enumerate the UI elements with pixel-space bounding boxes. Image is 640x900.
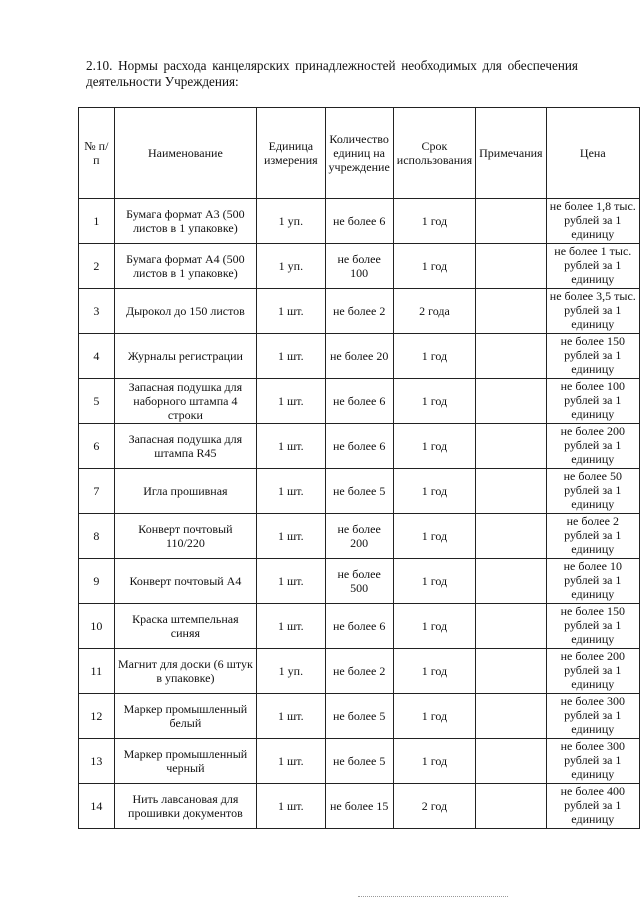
- cell-unit: 1 шт.: [257, 694, 325, 739]
- cell-term: 2 года: [393, 289, 475, 334]
- cell-name: Маркер промышленный черный: [114, 739, 257, 784]
- cell-price: не более 1 тыс. рублей за 1 единицу: [546, 244, 639, 289]
- cell-name: Маркер промышленный белый: [114, 694, 257, 739]
- cell-quantity: не более 5: [325, 739, 393, 784]
- table-row: [79, 649, 640, 694]
- header-name: Наименование: [114, 108, 257, 199]
- cell-quantity: не более 200: [325, 514, 393, 559]
- table-row: [79, 379, 640, 424]
- cell-number: 13: [79, 739, 115, 784]
- cell-price: не более 150 рублей за 1 единицу: [546, 604, 639, 649]
- cell-price: не более 1,8 тыс. рублей за 1 единицу: [546, 199, 639, 244]
- table-row: [79, 244, 640, 289]
- cell-unit: 1 шт.: [257, 514, 325, 559]
- table-row: [79, 739, 640, 784]
- cell-quantity: не более 5: [325, 694, 393, 739]
- cell-name: Краска штемпельная синяя: [114, 604, 257, 649]
- header-term: Срок использования: [393, 108, 475, 199]
- cell-unit: 1 уп.: [257, 649, 325, 694]
- cell-name: Журналы регистрации: [114, 334, 257, 379]
- cell-quantity: не более 500: [325, 559, 393, 604]
- header-unit: Единица измерения: [257, 108, 325, 199]
- cell-price: не более 200 рублей за 1 единицу: [546, 649, 639, 694]
- cell-unit: 1 шт.: [257, 289, 325, 334]
- cell-unit: 1 уп.: [257, 199, 325, 244]
- cell-number: 6: [79, 424, 115, 469]
- cell-notes: [476, 199, 546, 244]
- cell-unit: 1 шт.: [257, 334, 325, 379]
- cell-term: 1 год: [393, 559, 475, 604]
- cell-quantity: не более 6: [325, 379, 393, 424]
- cell-notes: [476, 649, 546, 694]
- cell-name: Игла прошивная: [114, 469, 257, 514]
- cell-name: Конверт почтовый 110/220: [114, 514, 257, 559]
- cell-notes: [476, 694, 546, 739]
- cell-term: 1 год: [393, 694, 475, 739]
- cell-quantity: не более 2: [325, 649, 393, 694]
- cell-term: 1 год: [393, 199, 475, 244]
- cell-number: 7: [79, 469, 115, 514]
- cell-name: Дырокол до 150 листов: [114, 289, 257, 334]
- cell-number: 5: [79, 379, 115, 424]
- cell-number: 3: [79, 289, 115, 334]
- cell-notes: [476, 334, 546, 379]
- cell-unit: 1 шт.: [257, 379, 325, 424]
- cell-term: 2 год: [393, 784, 475, 829]
- cell-notes: [476, 784, 546, 829]
- cell-price: не более 3,5 тыс. рублей за 1 единицу: [546, 289, 639, 334]
- cell-number: 12: [79, 694, 115, 739]
- cell-price: не более 10 рублей за 1 единицу: [546, 559, 639, 604]
- cell-term: 1 год: [393, 514, 475, 559]
- table-row: [79, 289, 640, 334]
- cell-price: не более 200 рублей за 1 единицу: [546, 424, 639, 469]
- header-notes: Примечания: [476, 108, 546, 199]
- cell-unit: 1 шт.: [257, 559, 325, 604]
- cell-notes: [476, 424, 546, 469]
- table-row: [79, 199, 640, 244]
- cell-term: 1 год: [393, 424, 475, 469]
- cell-price: не более 300 рублей за 1 единицу: [546, 739, 639, 784]
- cell-term: 1 год: [393, 469, 475, 514]
- cell-number: 11: [79, 649, 115, 694]
- cell-term: 1 год: [393, 604, 475, 649]
- cell-name: Конверт почтовый А4: [114, 559, 257, 604]
- cell-name: Бумага формат А4 (500 листов в 1 упаковке): [114, 244, 257, 289]
- table-row: [79, 694, 640, 739]
- cell-name: Запасная подушка для наборного штампа 4 строки: [114, 379, 257, 424]
- cell-price: не более 100 рублей за 1 единицу: [546, 379, 639, 424]
- cell-price: не более 300 рублей за 1 единицу: [546, 694, 639, 739]
- cell-quantity: не более 2: [325, 289, 393, 334]
- cell-term: 1 год: [393, 739, 475, 784]
- cell-number: 10: [79, 604, 115, 649]
- cell-quantity: не более 6: [325, 199, 393, 244]
- cell-name: Нить лавсановая для прошивки документов: [114, 784, 257, 829]
- cell-notes: [476, 469, 546, 514]
- supplies-norms-table: [78, 107, 640, 829]
- table-row: [79, 424, 640, 469]
- cell-price: не более 2 рублей за 1 единицу: [546, 514, 639, 559]
- cell-number: 1: [79, 199, 115, 244]
- cell-name: Запасная подушка для штампа R45: [114, 424, 257, 469]
- cell-term: 1 год: [393, 379, 475, 424]
- table-row: [79, 514, 640, 559]
- cell-price: не более 150 рублей за 1 единицу: [546, 334, 639, 379]
- cell-term: 1 год: [393, 244, 475, 289]
- cell-unit: 1 уп.: [257, 244, 325, 289]
- cell-unit: 1 шт.: [257, 424, 325, 469]
- cell-quantity: не более 6: [325, 604, 393, 649]
- cell-quantity: не более 100: [325, 244, 393, 289]
- header-number: № п/п: [79, 108, 115, 199]
- header-quantity: Количество единиц на учреждение: [325, 108, 393, 199]
- page-edge-mark: [358, 896, 508, 898]
- cell-number: 2: [79, 244, 115, 289]
- table-row: [79, 604, 640, 649]
- header-price: Цена: [546, 108, 639, 199]
- cell-number: 4: [79, 334, 115, 379]
- table-row: [79, 334, 640, 379]
- table-header-row: [79, 108, 640, 199]
- cell-price: не более 400 рублей за 1 единицу: [546, 784, 639, 829]
- cell-quantity: не более 20: [325, 334, 393, 379]
- cell-notes: [476, 244, 546, 289]
- cell-quantity: не более 5: [325, 469, 393, 514]
- cell-number: 14: [79, 784, 115, 829]
- cell-unit: 1 шт.: [257, 604, 325, 649]
- cell-quantity: не более 6: [325, 424, 393, 469]
- table-row: [79, 559, 640, 604]
- cell-term: 1 год: [393, 649, 475, 694]
- cell-quantity: не более 15: [325, 784, 393, 829]
- cell-notes: [476, 739, 546, 784]
- table-row: [79, 469, 640, 514]
- section-heading: 2.10. Нормы расхода канцелярских принадлежностей необходимых для обеспечения деятельности Учреждения:: [86, 58, 578, 89]
- cell-notes: [476, 289, 546, 334]
- cell-notes: [476, 604, 546, 649]
- cell-term: 1 год: [393, 334, 475, 379]
- cell-notes: [476, 514, 546, 559]
- cell-price: не более 50 рублей за 1 единицу: [546, 469, 639, 514]
- cell-name: Магнит для доски (6 штук в упаковке): [114, 649, 257, 694]
- cell-unit: 1 шт.: [257, 784, 325, 829]
- cell-name: Бумага формат А3 (500 листов в 1 упаковке): [114, 199, 257, 244]
- table-row: [79, 784, 640, 829]
- cell-notes: [476, 379, 546, 424]
- cell-unit: 1 шт.: [257, 739, 325, 784]
- cell-unit: 1 шт.: [257, 469, 325, 514]
- cell-notes: [476, 559, 546, 604]
- cell-number: 9: [79, 559, 115, 604]
- cell-number: 8: [79, 514, 115, 559]
